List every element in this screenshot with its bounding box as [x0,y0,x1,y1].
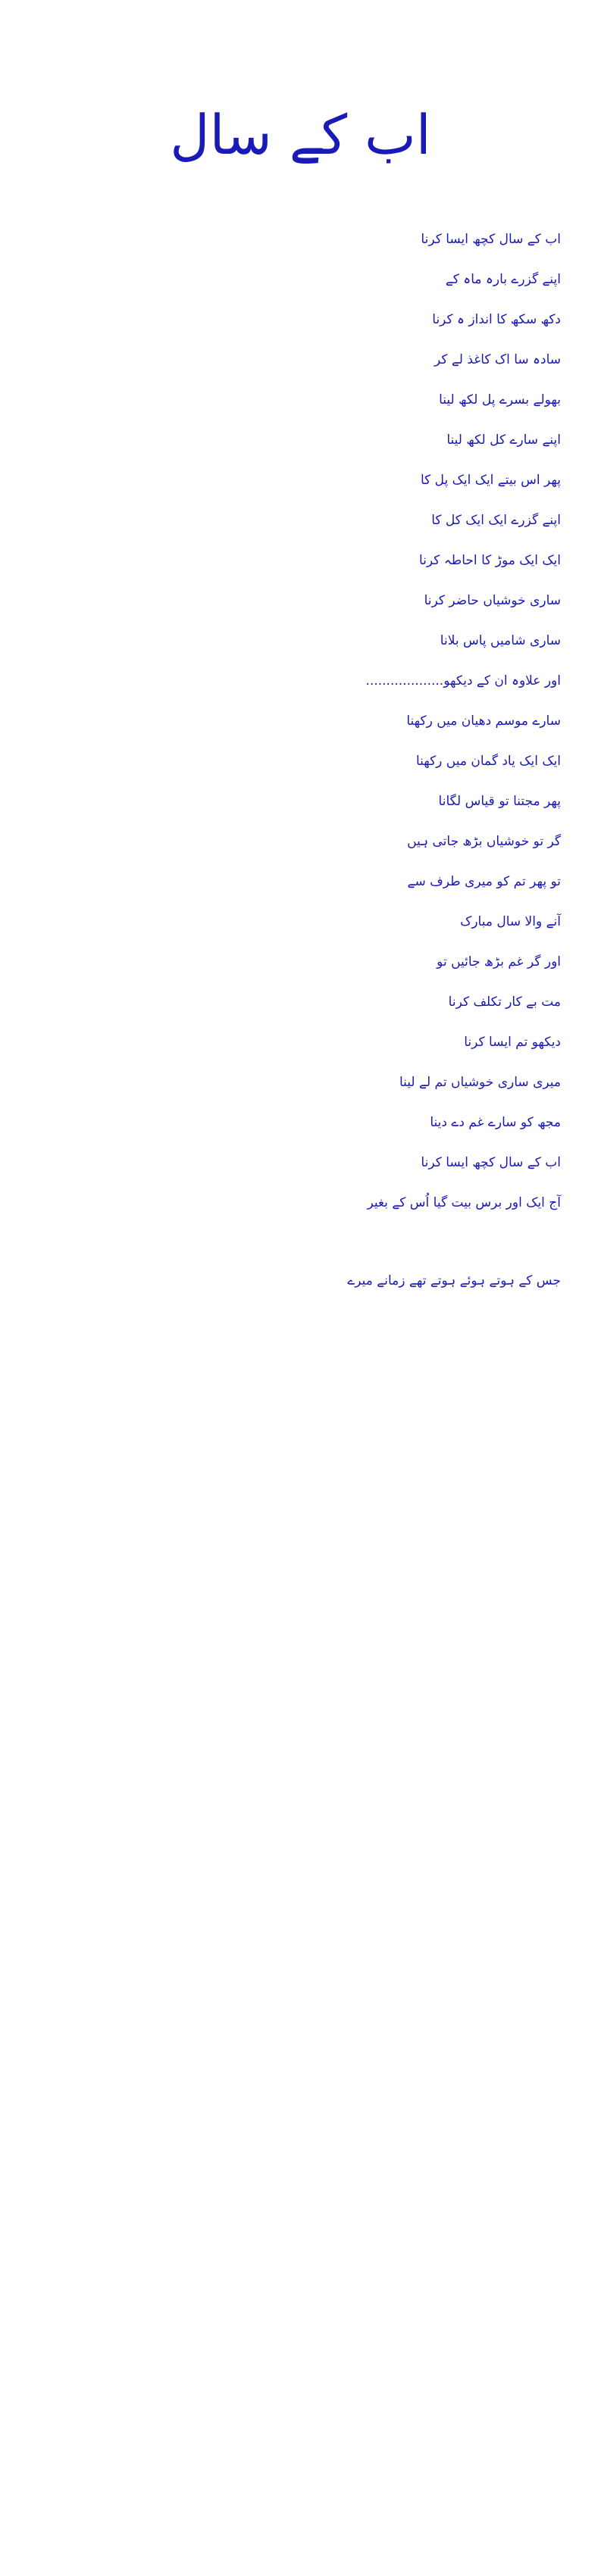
poem-title: اب کے سال [170,103,431,167]
poem-line: پھر اس بیتے ایک ایک پل کا [420,473,561,488]
poem-line: اور گر غم بڑھ جائیں تو [437,954,561,970]
poem-line: پھر مجتنا تو قیاس لگانا [438,794,561,809]
poem-line: بھولے بسرے پل لکھ لینا [439,392,561,407]
poem-line: اپنے گزرے ایک ایک کل کا [431,513,561,528]
poem-line: سارے موسم دھیان میں رکھنا [406,713,561,729]
poem-line: اور علاوہ ان کے دیکھو................... [365,673,561,688]
poem-line: مجھ کو سارے غم دے دینا [430,1115,561,1130]
poem-line: ایک ایک موڑ کا احاطہ کرنا [418,553,561,568]
poem-line: گر تو خوشیاں بڑھ جاتی ہیں [407,834,561,849]
poem-line: سادہ سا اک کاغذ لے کر [434,352,561,367]
poem-line: اب کے سال کچھ ایسا کرنا [421,232,561,247]
poem-line: اپنے گزرے بارہ ماہ کے [445,272,561,287]
poem-line: تو پھر تم کو میری طرف سے [407,874,561,889]
poem-line: اب کے سال کچھ ایسا کرنا [421,1155,561,1170]
poem-line: ساری خوشیاں حاضر کرنا [424,593,561,608]
poem-line: آنے والا سال مبارک [460,914,561,929]
poem-line: آج ایک اور برس بیت گیا اُس کے بغیر [367,1195,561,1210]
poem-line: دکھ سکھ کا انداز ہ کرنا [432,312,561,327]
poem-line: میری ساری خوشیاں تم لے لینا [399,1075,561,1090]
poem-body [227,220,561,1301]
poem-line: ایک ایک یاد گمان میں رکھنا [415,754,561,769]
poem-line: ساری شامیں پاس بلانا [440,633,561,648]
poem-line: دیکھو تم ایسا کرنا [464,1035,561,1050]
poem-closing-line: جس کے ہوتے ہوئے ہوتے تھے زمانے میرے [347,1273,561,1288]
poem-line: مت بے کار تکلف کرنا [448,994,561,1010]
poem-line: اپنے سارے کل لکھ لینا [446,432,561,448]
